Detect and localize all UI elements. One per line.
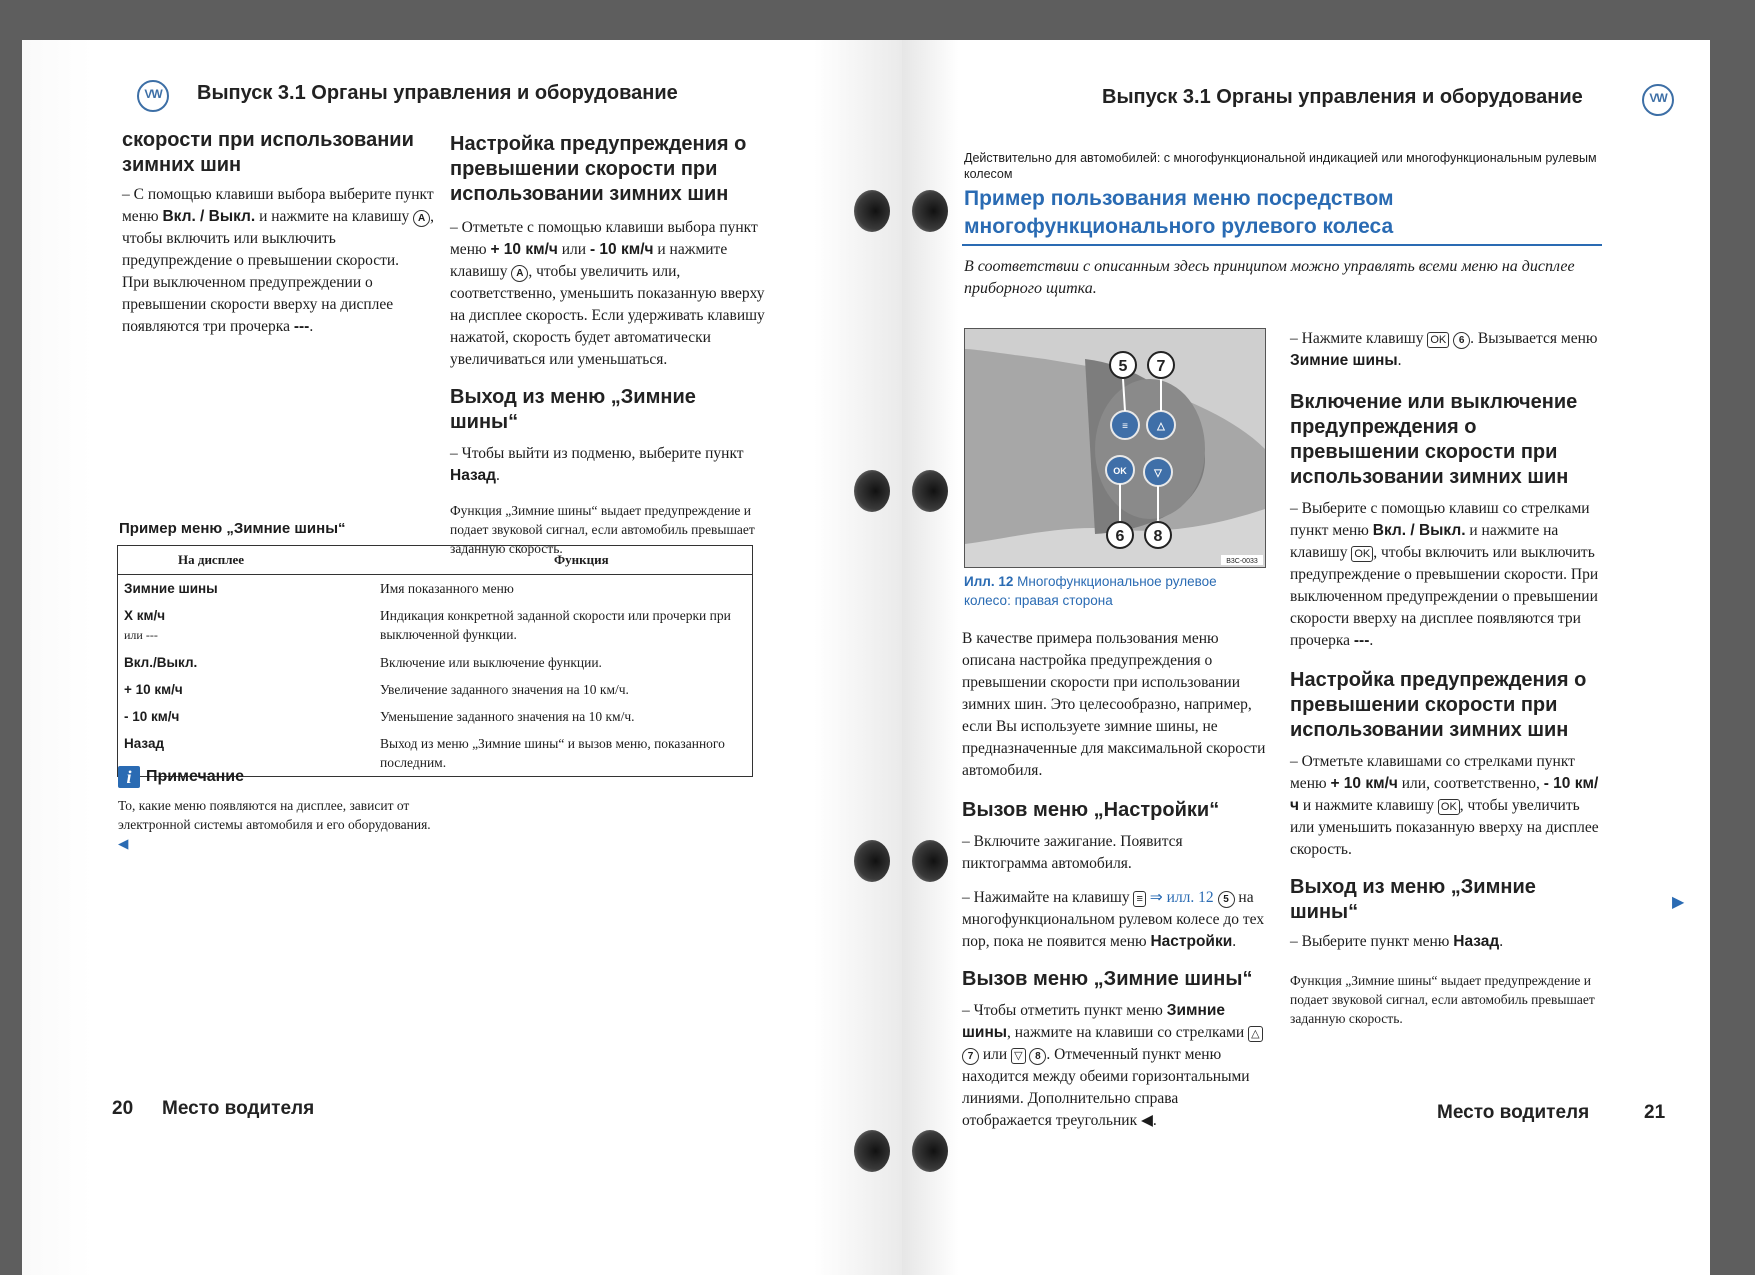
right-col2-p5: Функция „Зимние шины“ выдает предупреждение и подает звуковой сигнал, если автомобиль превышает заданную скорость.: [1290, 973, 1595, 1026]
settings-menu-heading: Вызов меню „Настройки“: [962, 799, 1220, 821]
ok-key-icon: OK: [1427, 332, 1449, 348]
menu-button-glyph: ≡: [1122, 421, 1128, 432]
left-section1-p1: – С помощью клавиши выбора выберите пункт меню Вкл. / Выкл. и нажмите на клавишу A , чтобы включить или выключить предупреждение о превышении скорости.: [122, 186, 435, 269]
note-title: Примечание: [146, 768, 245, 785]
table-header-function: Функция: [374, 546, 752, 575]
figure-link[interactable]: ⇒ илл. 12: [1149, 889, 1214, 906]
binder-hole: [912, 840, 948, 882]
left-header-title: Выпуск 3.1 Органы управления и оборудование: [197, 82, 678, 104]
right-col1-p2: – Включите зажигание. Появится пиктограмма автомобиля.: [962, 833, 1183, 872]
up-arrow-key-icon: △: [1248, 1026, 1262, 1042]
left-col1: [122, 128, 447, 338]
binder-hole: [912, 190, 948, 232]
steering-wheel-figure: [964, 328, 1266, 568]
figure-label-7: 7: [1156, 358, 1166, 375]
left-footer-section: Место водителя: [162, 1098, 315, 1119]
binder-hole: [912, 1130, 948, 1172]
vw-logo-icon: [1642, 84, 1674, 116]
left-section1-title: скорости при использовании зимних шин: [122, 129, 414, 176]
right-col1-p1: В качестве примера пользования меню описана настройка предупреждения о превышении скорости при использовании зимних шин. Это целесообразно, например, если Вы используете зимние шины, не предназначенные для максимальной скорости автомобиля.: [962, 630, 1266, 779]
right-page: [902, 40, 1710, 1275]
right-col2-p1: – Нажмите клавишу OK 6 . Вызывается меню Зимние шины.: [1290, 330, 1598, 369]
onoff-heading: Включение или выключение предупреждения о превышении скорости при использовании зимних шин: [1290, 391, 1578, 488]
right-col1-p4: – Чтобы отметить пункт меню Зимние шины, нажмите на клавиши со стрелками △ 7 или ▽ 8 . Отмеченный пункт меню находится между обеими горизонтальными линиями. Дополнительно справа отображается треугольник ◀.: [962, 1000, 1266, 1132]
right-col2-p4: – Выберите пункт меню Назад.: [1290, 933, 1504, 950]
right-col2-p3: – Отметьте клавишами со стрелками пункт меню + 10 км/ч или, соответственно, - 10 км/ч и нажмите клавишу OK , чтобы увеличить или уменьшить показанную вверху на дисплее скорость.: [1290, 753, 1599, 858]
figure-caption: Илл. 12 Многофункциональное рулевое колесо: правая сторона: [964, 574, 1217, 608]
left-section1-p2: При выключенном предупреждении о превышении скорости вверху на дисплее появляются три прочерка ---.: [122, 274, 394, 335]
right-col2-p2: – Выберите с помощью клавиш со стрелками пункт меню Вкл. / Выкл. и нажмите на клавишу OK , чтобы включить или выключить предупреждение о превышении скорости. При выключенном предупреждении о превышении скорости вверху на дисплее появляются три прочерка ---.: [1290, 500, 1599, 649]
intro-text: В соответствии с описанным здесь принципом можно управлять всеми меню на дисплее приборного щитка.: [964, 258, 1575, 297]
table-header-display: На дисплее: [118, 546, 374, 575]
note-text: То, какие меню появляются на дисплее, зависит от электронной системы автомобиля и его оборудования. ◀: [118, 798, 431, 851]
table-row: X км/ч или --- Индикация конкретной заданной скорости или прочерки при выключенной функции.: [124, 608, 731, 642]
table-row: - 10 км/ч Уменьшение заданного значения на 10 км/ч.: [124, 709, 635, 724]
right-col1-p3: – Нажимайте на клавишу ≡ ⇒ илл. 12 5 на многофункциональном рулевом колесе до тех пор, пока не появится меню Настройки.: [962, 889, 1265, 950]
left-col2: [450, 132, 768, 558]
figure-label-8: 8: [1153, 528, 1163, 545]
left-section3-p1: – Чтобы выйти из подменю, выберите пункт Назад.: [450, 445, 744, 484]
table-row: Вкл./Выкл. Включение или выключение функции.: [124, 655, 602, 670]
continue-arrow-icon: ▶: [1672, 894, 1685, 911]
binder-hole: [854, 470, 890, 512]
exit-heading: Выход из меню „Зимние шины“: [1290, 876, 1536, 923]
ok-key-icon: OK: [1351, 546, 1373, 562]
down-arrow-key-icon: ▽: [1011, 1048, 1025, 1064]
binder-hole: [854, 190, 890, 232]
up-button-glyph: △: [1157, 421, 1165, 432]
info-icon: i: [118, 766, 140, 788]
binder-hole: [854, 840, 890, 882]
table-row: Назад Выход из меню „Зимние шины“ и вызов меню, показанного последним.: [124, 736, 725, 770]
left-section3-p2: Функция „Зимние шины“ выдает предупреждение и подает звуковой сигнал, если автомобиль превышает заданную скорость.: [450, 503, 755, 556]
right-page-number: 21: [1644, 1102, 1666, 1123]
binder-hole: [912, 470, 948, 512]
left-section2-title: Настройка предупреждения о превышении скорости при использовании зимних шин: [450, 133, 747, 205]
key-a-icon: A: [511, 265, 528, 282]
figure-label-5: 5: [1118, 358, 1128, 375]
vw-logo-icon: [137, 80, 169, 112]
right-col2: [1290, 328, 1600, 1028]
table-row: + 10 км/ч Увеличение заданного значения на 10 км/ч.: [124, 682, 629, 697]
key-a-icon: A: [413, 210, 430, 227]
left-section3-title: Выход из меню „Зимние шины“: [450, 386, 696, 433]
main-title: Пример пользования меню посредством многофункционального рулевого колеса: [964, 187, 1394, 238]
winter-menu-heading: Вызов меню „Зимние шины“: [962, 968, 1253, 990]
figure-label-6: 6: [1115, 528, 1125, 545]
left-page: [22, 40, 902, 1275]
right-col1: [962, 628, 1266, 1132]
left-section2-p1: – Отметьте с помощью клавиши выбора пункт меню + 10 км/ч или - 10 км/ч и нажмите клавишу A , чтобы увеличить или, соответственно, уменьшить показанную вверху на дисплее скорость. Если удерживать клавишу нажатой, скорость будет автоматически увеличиваться или уменьшаться.: [450, 219, 765, 368]
note-box: [118, 766, 438, 853]
binder-hole: [854, 1130, 890, 1172]
right-footer-section: Место водителя: [1437, 1102, 1590, 1123]
title-rule: [962, 244, 1602, 246]
ok-button-glyph: OK: [1113, 466, 1127, 476]
table-caption: Пример меню „Зимние шины“: [119, 520, 346, 537]
ok-key-icon: OK: [1438, 799, 1460, 815]
end-triangle-icon: ◀: [118, 836, 129, 851]
menu-key-icon: ≡: [1133, 891, 1145, 907]
table-row: Зимние шины Имя показанного меню: [124, 581, 514, 596]
figure-code: B3C-0033: [1226, 558, 1258, 565]
setup-heading: Настройка предупреждения о превышении скорости при использовании зимних шин: [1290, 669, 1587, 741]
right-header-title: Выпуск 3.1 Органы управления и оборудование: [1102, 86, 1583, 108]
left-page-number: 20: [112, 1098, 134, 1119]
validity-note: Действительно для автомобилей: с многофункциональной индикацией или многофункциональным рулевым колесом: [964, 151, 1597, 181]
triangle-left-icon: ◀: [1140, 1112, 1153, 1129]
menu-table: [117, 545, 753, 777]
down-button-glyph: ▽: [1154, 468, 1162, 479]
